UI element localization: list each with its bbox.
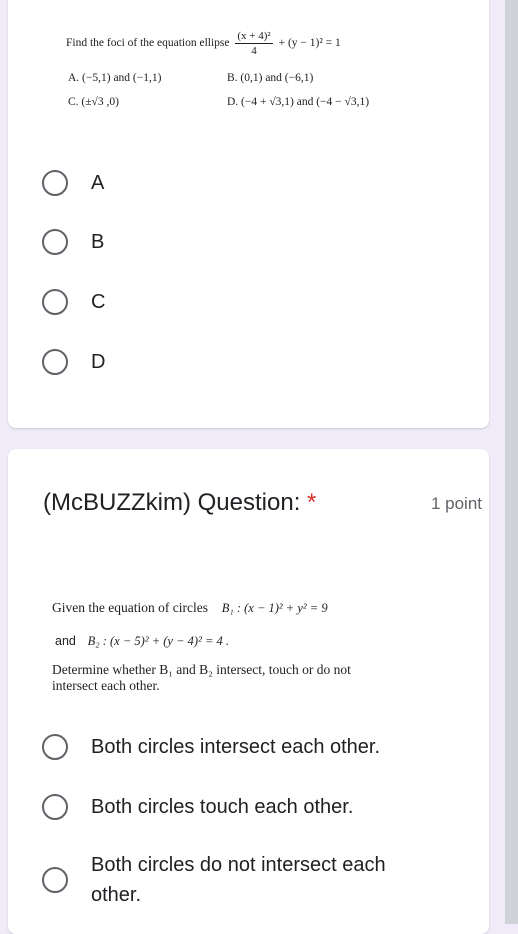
option-label: Both circles intersect each other. [91,735,381,758]
question-2-title [43,489,316,517]
question-2-line-1 [52,600,328,616]
question-1-image-text [66,30,341,57]
choice-text-b: B. (0,1) and (−6,1) [227,72,314,84]
circle-b2-equation: B₂ : (x − 5)² + (y − 4)² = 4 . [87,634,230,648]
line-1-prefix: Given the equation of circles [52,600,208,615]
ellipse-fraction [235,30,272,57]
option-d[interactable] [42,349,105,375]
option-touch[interactable] [42,794,353,820]
fraction-denominator: 4 [251,45,257,57]
radio-button[interactable] [42,734,68,760]
question-title-text: (McBUZZkim) Question: [43,489,308,516]
radio-button[interactable] [42,289,68,315]
line-2-prefix: and [55,634,76,648]
choice-text-a: A. (−5,1) and (−1,1) [68,72,162,84]
option-b[interactable] [42,229,104,255]
question-1-prompt: Find the foci of the equation ellipse [66,37,230,50]
equation-rest: + (y − 1)² = 1 [278,37,341,50]
option-label: C [91,290,106,313]
option-a[interactable] [42,170,104,196]
question-2-paragraph: Determine whether B₁ and B₂ intersect, touch or do not intersect each other. [52,662,351,693]
points-label: 1 point [430,494,482,513]
scrollbar[interactable] [505,0,518,924]
radio-button[interactable] [42,349,68,375]
radio-button[interactable] [42,229,68,255]
fraction-numerator: (x + 4)² [237,30,271,42]
option-label: D [91,350,106,373]
option-label: B [91,230,105,253]
question-2-line-2 [55,633,229,649]
choice-text-c: C. (±√3 ,0) [68,96,119,108]
circle-b1-equation: B₁ : (x − 1)² + y² = 9 [221,601,328,615]
option-intersect[interactable] [42,734,380,760]
option-no-intersect[interactable] [42,850,431,910]
option-label: A [91,171,105,194]
option-label: Both circles do not intersect each other. [91,854,386,906]
option-label: Both circles touch each other. [91,795,354,818]
radio-button[interactable] [42,794,68,820]
required-asterisk: * [307,489,317,516]
option-c[interactable] [42,289,105,315]
choice-text-d: D. (−4 + √3,1) and (−4 − √3,1) [227,96,370,108]
radio-button[interactable] [42,170,68,196]
radio-button[interactable] [42,867,68,893]
